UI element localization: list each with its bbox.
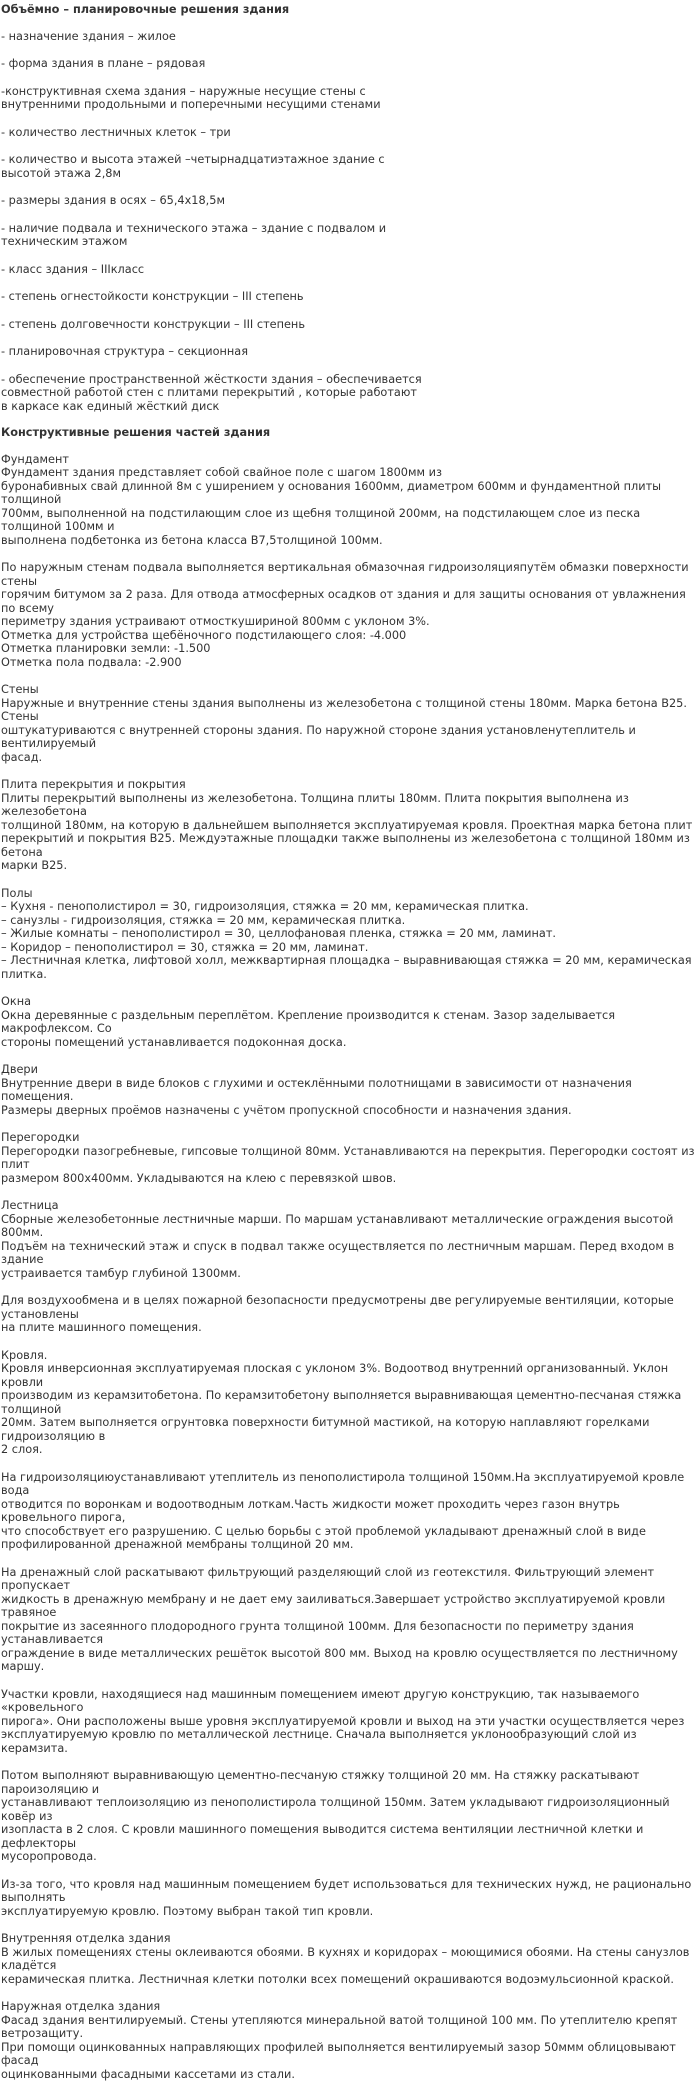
list-item: - количество лестничных клеток – три xyxy=(1,126,696,140)
subsection-heading-floors: Полы xyxy=(1,887,696,901)
paragraph: Плиты перекрытий выполнены из железобетона. Толщина плиты 180мм. Плита покрытия выполнена из железобетона толщиной 180мм, на которую в дальнейшем выполняется эксплуатируемая кровля. Проектная марка бетона плит перекрытий и покрытия В25. Междуэтажные площадки также выполнены из железобетона с толщиной 180мм из бетона марки В25. xyxy=(1,792,696,873)
subsection-heading-partitions: Перегородки xyxy=(1,1131,696,1145)
list-item: - размеры здания в осях – 65,4х18,5м xyxy=(1,194,696,208)
list-item: - степень огнестойкости конструкции – III степень xyxy=(1,290,696,304)
paragraph: Фундамент здания представляет собой свайное поле с шагом 1800мм из буронабивных свай длинной 8м с уширением у основания 1600мм, диаметром 600мм и фундаментной плиты толщиной 700мм, выполненной на подстилающим слое из щебня толщиной 200мм, на подстилающем слое из песка толщиной 100мм и выполнена подбетонка из бетона класса В7,5толщиной 100мм. xyxy=(1,466,696,547)
subsection-heading-roof: Кровля. xyxy=(1,1349,696,1363)
subsection-heading-walls: Стены xyxy=(1,683,696,697)
paragraph: Внутренние двери в виде блоков с глухими и остеклёнными полотнищами в зависимости от назначения помещения. Размеры дверных проёмов назначены с учётом пропускной способности и назначения здания. xyxy=(1,1077,696,1118)
paragraph: Потом выполняют выравнивающую цементно-песчаную стяжку толщиной 20 мм. На стяжку раскатывают пароизоляцию и устанавливают теплоизоляцию из пенополистирола толщиной 150мм. Затем укладывают гидроизоляционный ковёр из изопласта в 2 слоя. С кровли машинного помещения выводится система вентиляции лестничной клетки и дефлекторы мусоропровода. xyxy=(1,1769,696,1864)
paragraph: – Кухня - пенополистирол = 30, гидроизоляция, стяжка = 20 мм, керамическая плитка. – санузлы - гидроизоляция, стяжка = 20 мм, керамическая плитка. – Жилые комнаты – пенополистирол = 30, целлофановая пленка, стяжка = 20 мм, ламинат. – Коридор – пенополистирол = 30, стяжка = 20 мм, ламинат. – Лестничная клетка, лифтовой холл, межквартирная площадка – выравнивающая стяжка = 20 мм, керамическая плитка. xyxy=(1,900,696,981)
list-item: - количество и высота этажей –четырнадцатиэтажное здание с высотой этажа 2,8м xyxy=(1,153,696,180)
list-item: -конструктивная схема здания – наружные несущие стены с внутренними продольными и поперечными несущими стенами xyxy=(1,85,696,112)
paragraph: Участки кровли, находящиеся над машинным помещением имеют другую конструкцию, так называемого «кровельного пирога». Они расположены выше уровня эксплуатируемой кровли и выход на эти участки осуществляется через эксплуатируемую кровлю по металлической лестнице. Сначала выполняется уклонообразующий слой из керамзита. xyxy=(1,1688,696,1756)
paragraph: Окна деревянные с раздельным переплётом. Крепление производится к стенам. Зазор заделывается макрофлексом. Со стороны помещений устанавливается подоконная доска. xyxy=(1,1009,696,1050)
subsection-heading-slabs: Плита перекрытия и покрытия xyxy=(1,778,696,792)
section-title-planning: Объёмно – планировочные решения здания xyxy=(1,3,696,17)
subsection-heading-doors: Двери xyxy=(1,1063,696,1077)
list-item: - назначение здания – жилое xyxy=(1,30,696,44)
subsection-heading-interior: Внутренняя отделка здания xyxy=(1,1932,696,1946)
subsection-heading-exterior: Наружная отделка здания xyxy=(1,2000,696,2014)
section-title-constructive: Конструктивные решения частей здания xyxy=(1,426,696,440)
paragraph: Фасад здания вентилируемый. Стены утепляются минеральной ватой толщиной 100 мм. По утеплителю крепят ветрозащиту. При помощи оцинкованных направляющих профилей выполняется вентилируемый зазор 50ммм облицовывают фасад оцинкованными фасадными кассетами из стали. xyxy=(1,2014,696,2081)
list-item: - класс здания – IIIкласс xyxy=(1,263,696,277)
list-item: - степень долговечности конструкции – III степень xyxy=(1,318,696,332)
subsection-heading-foundation: Фундамент xyxy=(1,453,696,467)
list-item: - форма здания в плане – рядовая xyxy=(1,57,696,71)
list-item: - наличие подвала и технического этажа – здание с подвалом и техническим этажом xyxy=(1,222,696,249)
list-item: - планировочная структура – секционная xyxy=(1,345,696,359)
paragraph: Сборные железобетонные лестничные марши. По маршам устанавливают металлические ограждения высотой 800мм. Подъём на технический этаж и спуск в подвал также осуществляется по лестничным маршам. Перед входом в здание устраивается тамбур глубиной 1300мм. xyxy=(1,1213,696,1281)
paragraph: Наружные и внутренние стены здания выполнены из железобетона с толщиной стены 180мм. Марка бетона В25. Стены оштукатуриваются с внутренней стороны здания. По наружной стороне здания установленутеплитель и вентилируемый фасад. xyxy=(1,697,696,765)
paragraph: На дренажный слой раскатывают фильтрующий разделяющий слой из геотекстиля. Фильтрующий элемент пропускает жидкость в дренажную мембрану и не дает ему заиливаться.Завершает устройство эксплуатируемой кровли травяное покрытие из засеянного плодородного грунта толщиной 100мм. Для безопасности по периметру здания устанавливается ограждение в виде металлических решёток высотой 800 мм. Выход на кровлю осуществляется по лестничному маршу. xyxy=(1,1566,696,1674)
paragraph: Из-за того, что кровля над машинным помещением будет использоваться для технических нужд, не рационально выполнять эксплуатируемую кровлю. Поэтому выбран такой тип кровли. xyxy=(1,1878,696,1919)
subsection-heading-stairs: Лестница xyxy=(1,1199,696,1213)
subsection-heading-windows: Окна xyxy=(1,995,696,1009)
list-item: - обеспечение пространственной жёсткости здания – обеспечивается совместной работой стен с плитами перекрытий , которые работают в каркасе как единый жёсткий диск xyxy=(1,373,696,414)
paragraph: Перегородки пазогребневые, гипсовые толщиной 80мм. Устанавливаются на перекрытия. Перегородки состоят из плит размером 800х400мм. Укладываются на клею с перевязкой швов. xyxy=(1,1145,696,1186)
paragraph: На гидроизоляциюустанавливают утеплитель из пенополистирола толщиной 150мм.На эксплуатируемой кровле вода отводится по воронкам и водоотводным лоткам.Часть жидкости может проходить через газон внутрь кровельного пирога, что способствует его разрушению. С целью борьбы с этой проблемой укладывают дренажный слой в виде профилированной дренажной мембраны толщиной 20 мм. xyxy=(1,1471,696,1552)
paragraph: По наружным стенам подвала выполняется вертикальная обмазочная гидроизоляцияпутём обмазки поверхности стены горячим битумом за 2 раза. Для отвода атмосферных осадков от здания и для защиты основания от увлажнения по всему периметру здания устраивают отмосткушириной 800мм с уклоном 3%. Отметка для устройства щебёночного подстилающего слоя: -4.000 Отметка планировки земли: -1.500 Отметка пола подвала: -2.900 xyxy=(1,561,696,669)
paragraph: В жилых помещениях стены оклеиваются обоями. В кухнях и коридорах – моющимися обоями. На стены санузлов кладётся керамическая плитка. Лестничная клетки потолки всех помещений окрашиваются водоэмульсионной краской. xyxy=(1,1946,696,1987)
paragraph: Для воздухообмена и в целях пожарной безопасности предусмотрены две регулируемые вентиляции, которые установлены на плите машинного помещения. xyxy=(1,1294,696,1335)
paragraph: Кровля инверсионная эксплуатируемая плоская с уклоном 3%. Водоотвод внутренний организованный. Уклон кровли производим из керамзитобетона. По керамзитобетону выполняется выравнивающая цементно-песчаная стяжка толщиной 20мм. Затем выполняется огрунтовка поверхности битумной мастикой, на которую наплавляют горелками гидроизоляцию в 2 слоя. xyxy=(1,1362,696,1457)
